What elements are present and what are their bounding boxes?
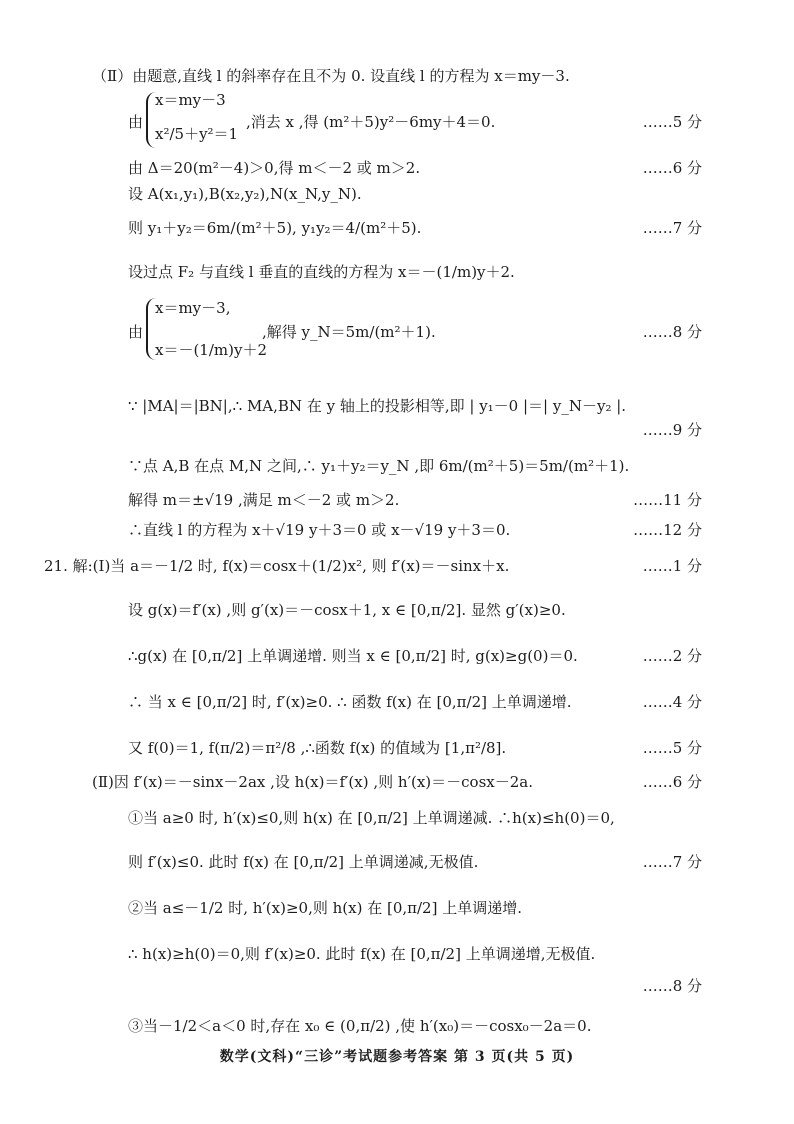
text-line: （Ⅱ）由题意,直线 l 的斜率存在且不为 0. 设直线 l 的方程为 x＝my－3. [92,67,570,85]
text-line: 设 A(x₁,y₁),B(x₂,y₂),N(x_N,y_N). [128,185,362,203]
question-21-line: 21. 解:(Ⅰ)当 a＝－1/2 时, f(x)＝cosx＋(1/2)x², 则 f′(x)＝－sinx＋x. [44,557,510,575]
text-line: 又 f(0)＝1, f(π/2)＝π²/8 ,∴函数 f(x) 的值域为 [1,π²/8]. [128,739,507,757]
text-line: (Ⅱ)因 f′(x)＝－sinx－2ax ,设 h(x)＝f′(x) ,则 h′(x)＝－cosx－2a. [92,773,533,791]
score-mark: ……5 分 [642,113,702,131]
text-line: ∴g(x) 在 [0,π/2] 上单调递增. 则当 x ∈ [0,π/2] 时, g(x)≥g(0)＝0. [128,647,578,665]
score-mark: ……7 分 [642,853,702,871]
score-mark: ……8 分 [642,323,702,341]
text-line: ,解得 y_N＝5m/(m²＋1). [262,323,436,341]
score-mark: ……2 分 [642,647,702,665]
score-mark: ……7 分 [642,219,702,237]
equation-line: x＝my－3 [155,91,226,109]
equation-line: x＝my－3, [155,299,231,317]
text-line: 则 y₁＋y₂＝6m/(m²＋5), y₁y₂＝4/(m²＋5). [128,219,422,237]
text-line: 由 [128,113,144,131]
text-line: 由 Δ＝20(m²－4)＞0,得 m＜－2 或 m＞2. [128,159,421,177]
score-mark: ……12 分 [633,521,702,539]
score-mark: ……9 分 [642,421,702,439]
text-line: ∵点 A,B 在点 M,N 之间,∴ y₁＋y₂＝y_N ,即 6m/(m²＋5)＝5m/(m²＋1). [128,457,630,475]
score-mark: ……4 分 [642,693,702,711]
text-line: ∵ |MA|＝|BN|,∴ MA,BN 在 y 轴上的投影相等,即 | y₁－0 |＝| y_N－y₂ |. [128,397,627,415]
score-mark: ……6 分 [642,773,702,791]
score-mark: ……5 分 [642,739,702,757]
text-line: 则 f′(x)≤0. 此时 f(x) 在 [0,π/2] 上单调递减,无极值. [128,853,479,871]
score-mark: ……8 分 [642,977,702,995]
equation-line: x＝－(1/m)y＋2 [155,341,268,359]
text-line: 设过点 F₂ 与直线 l 垂直的直线的方程为 x＝－(1/m)y＋2. [128,263,515,281]
score-mark: ……11 分 [633,491,702,509]
text-line: ①当 a≥0 时, h′(x)≤0,则 h(x) 在 [0,π/2] 上单调递减. ∴h(x)≤h(0)＝0, [128,809,615,827]
text-line: 解得 m＝±√19 ,满足 m＜－2 或 m＞2. [128,491,400,509]
text-line: ∴ h(x)≥h(0)＝0,则 f′(x)≥0. 此时 f(x) 在 [0,π/2] 上单调递增,无极值. [128,945,596,963]
equation-line: x²/5＋y²＝1 [155,125,239,143]
text-line: 由 [128,323,144,341]
text-line: ③当－1/2＜a＜0 时,存在 x₀ ∈ (0,π/2) ,使 h′(x₀)＝－cosx₀－2a＝0. [128,1017,592,1035]
text-line: ②当 a≤－1/2 时, h′(x)≥0,则 h(x) 在 [0,π/2] 上单调递增. [128,899,522,917]
text-line: 设 g(x)＝f′(x) ,则 g′(x)＝－cosx＋1, x ∈ [0,π/2]. 显然 g′(x)≥0. [128,601,566,619]
score-mark: ……1 分 [642,557,702,575]
text-line: ,消去 x ,得 (m²＋5)y²－6my＋4＝0. [246,113,496,131]
text-line: ∴ 当 x ∈ [0,π/2] 时, f′(x)≥0. ∴ 函数 f(x) 在 [0,π/2] 上单调递增. [128,693,572,711]
text-line: ∴直线 l 的方程为 x＋√19 y＋3＝0 或 x－√19 y＋3＝0. [128,521,511,539]
page-footer: 数学(文科)“三诊”考试题参考答案 第 3 页(共 5 页) [219,1049,575,1065]
score-mark: ……6 分 [642,159,702,177]
